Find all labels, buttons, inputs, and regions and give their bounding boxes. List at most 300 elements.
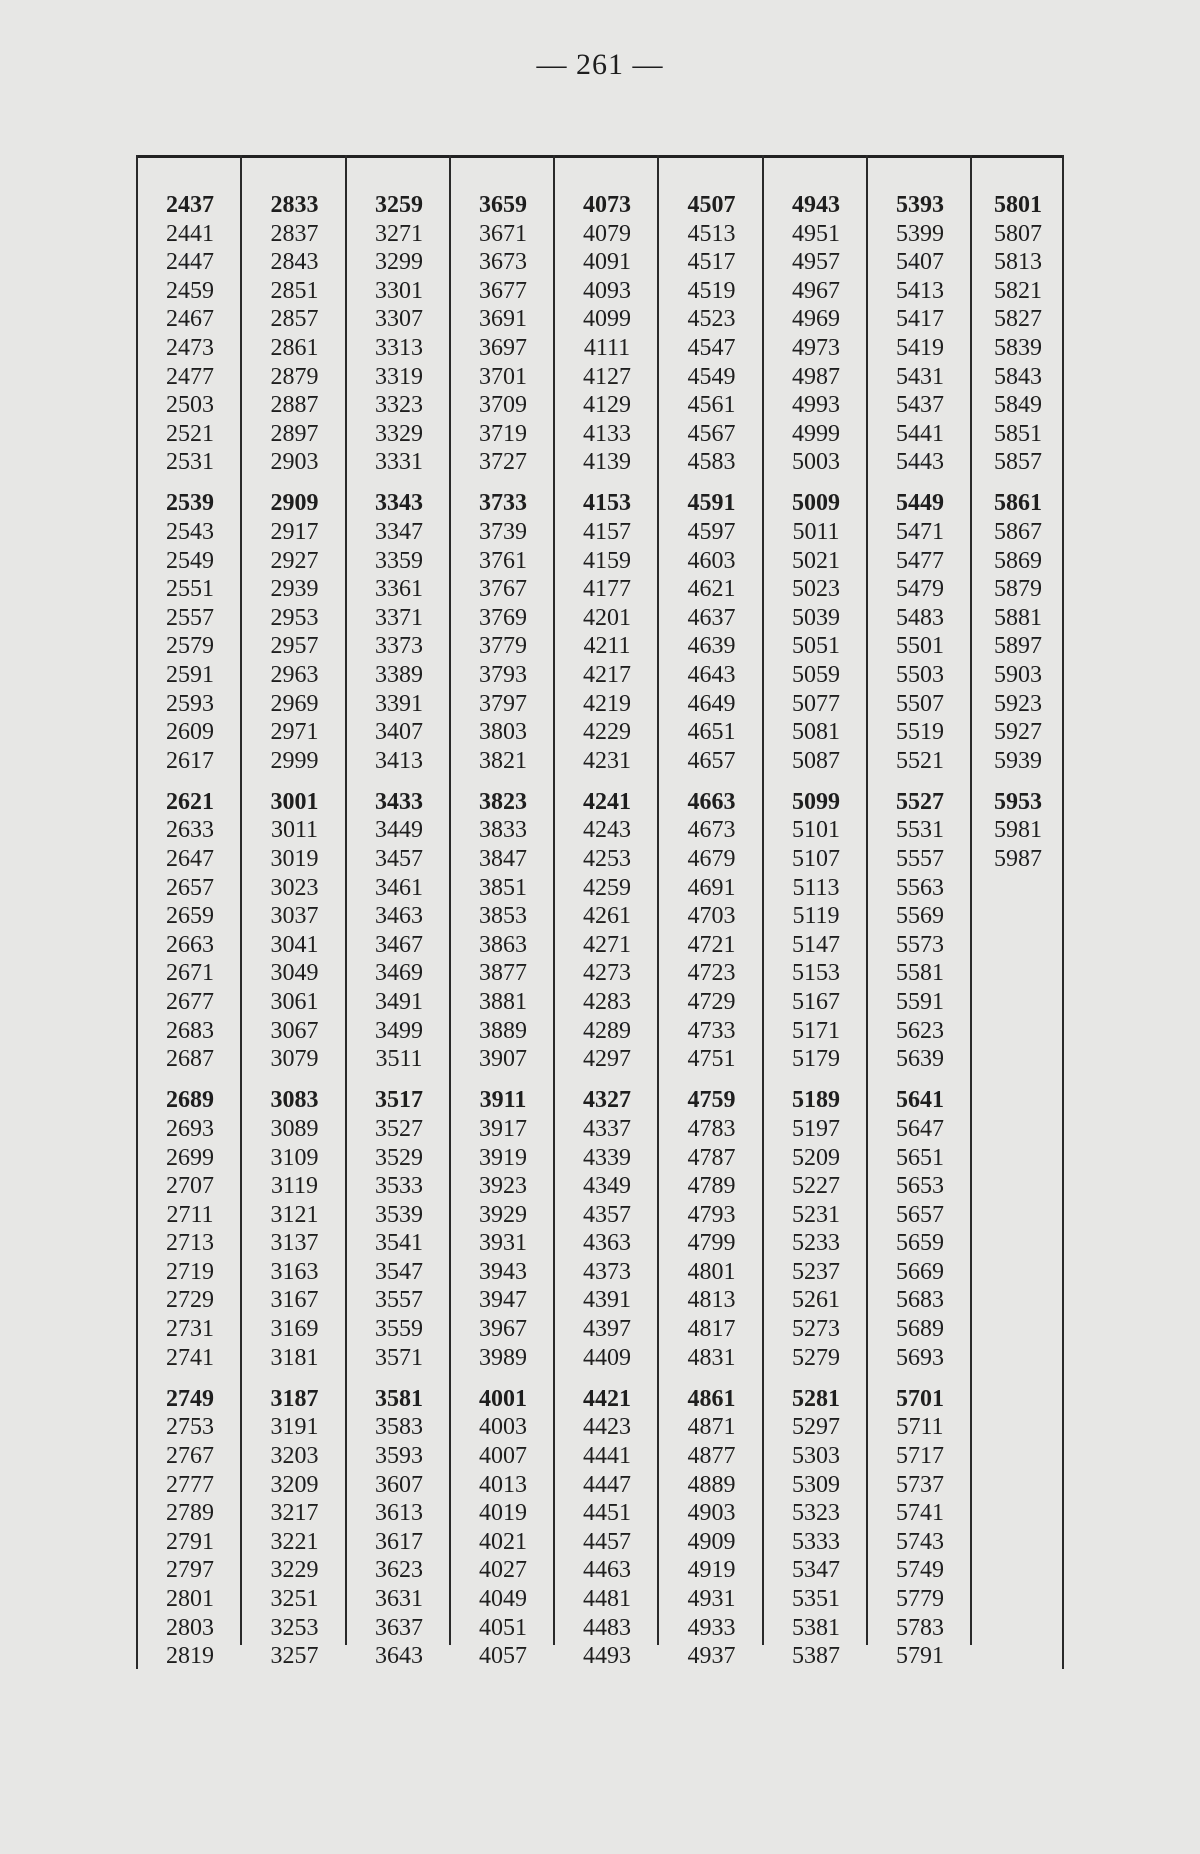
number-group: [347, 1385, 451, 1671]
group-lead-number: 5009: [792, 490, 840, 517]
table-cell: 4273: [583, 960, 631, 987]
table-cell: 4463: [583, 1557, 631, 1584]
group-lead-number: 2749: [166, 1385, 214, 1412]
table-cell: 3889: [479, 1017, 527, 1044]
table-cell: 3671: [479, 220, 527, 247]
table-cell: 5827: [994, 306, 1042, 333]
number-group: [659, 191, 764, 477]
table-cell: 4397: [583, 1316, 631, 1343]
table-cell: 4789: [687, 1173, 736, 1200]
table-cell: 2953: [270, 604, 319, 631]
table-cell: 5003: [792, 449, 840, 476]
table-cell: 3557: [375, 1287, 423, 1314]
table-cell: 2731: [166, 1316, 214, 1343]
table-cell: 5791: [896, 1643, 944, 1670]
table-cell: 4783: [687, 1115, 736, 1142]
table-cell: 2521: [166, 420, 214, 447]
table-cell: 4549: [687, 363, 736, 390]
table-cell: 3847: [479, 846, 527, 873]
table-cell: 3691: [479, 306, 527, 333]
group-lead-number: 4591: [687, 490, 736, 517]
table-cell: 5741: [896, 1500, 944, 1527]
table-cell: 2887: [270, 392, 319, 419]
table-cell: 4283: [583, 989, 631, 1016]
table-cell: 3797: [479, 690, 527, 717]
group-lead-number: 3581: [375, 1385, 423, 1412]
table-cell: 2579: [166, 633, 214, 660]
number-group: [972, 489, 1064, 775]
number-group: [347, 489, 451, 775]
table-cell: 2789: [166, 1500, 214, 1527]
table-cell: 2857: [270, 306, 319, 333]
table-cell: 3947: [479, 1287, 527, 1314]
table-cell: 5903: [994, 662, 1042, 688]
table-cell: 4157: [583, 519, 631, 546]
table-cell: 4099: [583, 306, 631, 333]
table-cell: 2879: [270, 363, 319, 390]
group-lead-number: 5641: [896, 1087, 944, 1114]
table-cell: 3607: [375, 1471, 423, 1498]
table-cell: 5521: [896, 747, 944, 774]
table-cell: 5659: [896, 1230, 944, 1257]
table-cell: 4937: [687, 1643, 736, 1670]
table-cell: 3469: [375, 960, 423, 987]
group-lead-number: 4327: [583, 1087, 631, 1114]
table-cell: 3079: [270, 1046, 319, 1073]
table-cell: 3061: [270, 989, 319, 1016]
table-cell: 4637: [687, 604, 736, 631]
number-group: [764, 788, 868, 1074]
table-cell: 5639: [896, 1046, 944, 1073]
table-cell: 2617: [166, 747, 214, 774]
table-cell: 5623: [896, 1017, 944, 1044]
table-cell: 5813: [994, 249, 1042, 276]
group-lead-number: 3659: [479, 192, 527, 218]
table-cell: 2467: [166, 306, 214, 333]
group-lead-number: 5801: [994, 192, 1042, 218]
table-cell: 3769: [479, 604, 527, 631]
table-cell: 4079: [583, 220, 631, 247]
number-group: [451, 1385, 555, 1671]
table-cell: 3863: [479, 931, 527, 958]
table-cell: 4519: [687, 277, 736, 304]
number-group: [764, 191, 868, 477]
table-cell: 5881: [994, 604, 1042, 631]
number-group: [451, 489, 555, 775]
table-cell: 4799: [687, 1230, 736, 1257]
table-cell: 2503: [166, 392, 214, 419]
table-cell: 5227: [792, 1173, 840, 1200]
table-cell: 3307: [375, 306, 423, 333]
table-cell: 3511: [375, 1046, 423, 1073]
table-cell: 5113: [792, 874, 840, 901]
table-cell: 5441: [896, 420, 944, 447]
table-cell: 3929: [479, 1201, 527, 1228]
group-lead-number: 4943: [792, 192, 840, 218]
table-column: [138, 191, 242, 1683]
table-cell: 4813: [687, 1287, 736, 1314]
table-cell: 2963: [270, 662, 319, 688]
table-cell: 2687: [166, 1046, 214, 1073]
table-cell: 5381: [792, 1614, 840, 1641]
table-cell: 5431: [896, 363, 944, 390]
number-group: [451, 788, 555, 1074]
table-cell: 3209: [270, 1471, 319, 1498]
number-group: [868, 1086, 972, 1372]
group-lead-number: 5099: [792, 788, 840, 815]
table-cell: 4127: [583, 363, 631, 390]
table-cell: 4621: [687, 576, 736, 603]
table-cell: 4339: [583, 1144, 631, 1171]
table-cell: 3467: [375, 931, 423, 958]
table-cell: 3779: [479, 633, 527, 660]
table-cell: 4373: [583, 1258, 631, 1285]
table-cell: 3637: [375, 1614, 423, 1641]
table-cell: 5233: [792, 1230, 840, 1257]
table-cell: 2917: [270, 519, 319, 546]
table-cell: 3109: [270, 1144, 319, 1171]
table-cell: 4027: [479, 1557, 527, 1584]
group-lead-number: 2437: [166, 192, 214, 218]
table-cell: 4561: [687, 392, 736, 419]
table-cell: 4133: [583, 420, 631, 447]
table-cell: 2477: [166, 363, 214, 390]
group-lead-number: 5449: [896, 490, 944, 517]
table-cell: 3347: [375, 519, 423, 546]
group-lead-number: 2689: [166, 1087, 214, 1114]
table-cell: 5077: [792, 690, 840, 717]
table-cell: 5783: [896, 1614, 944, 1641]
table-column: [347, 191, 451, 1683]
number-group: [868, 788, 972, 1074]
table-cell: 4271: [583, 931, 631, 958]
table-cell: 5879: [994, 576, 1042, 603]
table-cell: 5923: [994, 690, 1042, 717]
number-group: [555, 489, 659, 775]
table-cell: 4987: [792, 363, 840, 390]
table-cell: 4057: [479, 1643, 527, 1670]
table-cell: 2447: [166, 249, 214, 276]
table-cell: 5231: [792, 1201, 840, 1228]
table-cell: 3617: [375, 1528, 423, 1555]
table-cell: 3821: [479, 747, 527, 774]
table-cell: 5839: [994, 334, 1042, 361]
table-cell: 5261: [792, 1287, 840, 1314]
table-cell: 4733: [687, 1017, 736, 1044]
table-cell: 5711: [896, 1414, 944, 1441]
table-cell: 3373: [375, 633, 423, 660]
table-cell: 3631: [375, 1585, 423, 1612]
table-cell: 3527: [375, 1115, 423, 1142]
table-cell: 2473: [166, 334, 214, 361]
table-cell: 3329: [375, 420, 423, 447]
table-cell: 2729: [166, 1287, 214, 1314]
table-cell: 3463: [375, 903, 423, 930]
table-cell: 4787: [687, 1144, 736, 1171]
table-cell: 2663: [166, 931, 214, 958]
table-cell: 3391: [375, 690, 423, 717]
table-cell: 4583: [687, 449, 736, 476]
table-cell: 2659: [166, 903, 214, 930]
table-cell: 3533: [375, 1173, 423, 1200]
table-cell: 5507: [896, 690, 944, 717]
table-cell: 4259: [583, 874, 631, 901]
table-cell: 4517: [687, 249, 736, 276]
number-group: [451, 1086, 555, 1372]
table-cell: 4793: [687, 1201, 736, 1228]
page-number: — 261 —: [536, 48, 664, 81]
table-cell: 3547: [375, 1258, 423, 1285]
table-cell: 3593: [375, 1442, 423, 1469]
table-cell: 2543: [166, 519, 214, 546]
group-lead-number: 3733: [479, 490, 527, 517]
table-cell: 4261: [583, 903, 631, 930]
table-cell: 4229: [583, 719, 631, 746]
table-cell: 2837: [270, 220, 319, 247]
table-cell: 3833: [479, 817, 527, 844]
table-cell: 4903: [687, 1500, 736, 1527]
table-cell: 4643: [687, 662, 736, 688]
table-cell: 4721: [687, 931, 736, 958]
table-cell: 5503: [896, 662, 944, 688]
table-cell: 5821: [994, 277, 1042, 304]
group-lead-number: 3259: [375, 192, 423, 218]
group-lead-number: 5393: [896, 192, 944, 218]
table-cell: 3917: [479, 1115, 527, 1142]
table-cell: 5081: [792, 719, 840, 746]
table-cell: 4243: [583, 817, 631, 844]
table-column: [242, 191, 347, 1683]
table-cell: 4877: [687, 1442, 736, 1469]
table-cell: 2957: [270, 633, 319, 660]
table-cell: 5569: [896, 903, 944, 930]
table-cell: 5279: [792, 1344, 840, 1371]
table-cell: 4603: [687, 547, 736, 574]
table-cell: 5981: [994, 817, 1042, 844]
table-cell: 4931: [687, 1585, 736, 1612]
table-cell: 2707: [166, 1173, 214, 1200]
table-cell: 3967: [479, 1316, 527, 1343]
table-cell: 4013: [479, 1471, 527, 1498]
table-cell: 2549: [166, 547, 214, 574]
table-cell: 4973: [792, 334, 840, 361]
table-cell: 3623: [375, 1557, 423, 1584]
prime-table: [138, 155, 1066, 1669]
table-cell: 5171: [792, 1017, 840, 1044]
table-cell: 2591: [166, 662, 214, 688]
table-cell: 3023: [270, 874, 319, 901]
table-cell: 4523: [687, 306, 736, 333]
table-cell: 5897: [994, 633, 1042, 660]
number-group: [138, 1086, 242, 1372]
group-lead-number: 2909: [270, 490, 319, 517]
table-cell: 2551: [166, 576, 214, 603]
table-cell: 5479: [896, 576, 944, 603]
table-cell: 4547: [687, 334, 736, 361]
group-lead-number: 3343: [375, 490, 423, 517]
group-lead-number: 5281: [792, 1385, 840, 1412]
table-cell: 4831: [687, 1344, 736, 1371]
table-cell: 5683: [896, 1287, 944, 1314]
table-cell: 4909: [687, 1528, 736, 1555]
table-cell: 4003: [479, 1414, 527, 1441]
table-cell: 5021: [792, 547, 840, 574]
table-column: [868, 191, 972, 1683]
group-lead-number: 3517: [375, 1087, 423, 1114]
table-cell: 3907: [479, 1046, 527, 1073]
group-lead-number: 3433: [375, 788, 423, 815]
table-cell: 3919: [479, 1144, 527, 1171]
number-group: [555, 1385, 659, 1671]
table-cell: 3793: [479, 662, 527, 688]
table-cell: 4993: [792, 392, 840, 419]
number-group: [242, 1086, 347, 1372]
table-cell: 4231: [583, 747, 631, 774]
number-group: [659, 788, 764, 1074]
table-cell: 4673: [687, 817, 736, 844]
number-group: [138, 788, 242, 1074]
number-group: [347, 191, 451, 477]
table-cell: 4211: [583, 633, 631, 660]
table-cell: 5591: [896, 989, 944, 1016]
table-cell: 3257: [270, 1643, 319, 1670]
table-cell: 5927: [994, 719, 1042, 746]
table-cell: 5333: [792, 1528, 840, 1555]
table-cell: 3677: [479, 277, 527, 304]
table-cell: 4409: [583, 1344, 631, 1371]
table-cell: 4091: [583, 249, 631, 276]
table-cell: 2927: [270, 547, 319, 574]
table-cell: 5651: [896, 1144, 944, 1171]
table-cell: 2657: [166, 874, 214, 901]
number-group: [138, 191, 242, 477]
table-cell: 3019: [270, 846, 319, 873]
table-cell: 4051: [479, 1614, 527, 1641]
table-cell: 5563: [896, 874, 944, 901]
table-cell: 3301: [375, 277, 423, 304]
table-cell: 2741: [166, 1344, 214, 1371]
table-cell: 2683: [166, 1017, 214, 1044]
table-cell: 3229: [270, 1557, 319, 1584]
table-cell: 2791: [166, 1528, 214, 1555]
table-cell: 4289: [583, 1017, 631, 1044]
table-cell: 5843: [994, 363, 1042, 390]
table-cell: 4441: [583, 1442, 631, 1469]
table-cell: 3583: [375, 1414, 423, 1441]
table-cell: 3761: [479, 547, 527, 574]
group-lead-number: 4507: [687, 192, 736, 218]
table-cell: 5153: [792, 960, 840, 987]
table-cell: 3701: [479, 363, 527, 390]
table-cell: 2803: [166, 1614, 214, 1641]
number-group: [242, 1385, 347, 1671]
table-cell: 3389: [375, 662, 423, 688]
table-cell: 4493: [583, 1643, 631, 1670]
table-cell: 2711: [166, 1201, 214, 1228]
table-cell: 4177: [583, 576, 631, 603]
table-cell: 4481: [583, 1585, 631, 1612]
number-group: [451, 191, 555, 477]
table-cell: 2719: [166, 1258, 214, 1285]
table-cell: 3673: [479, 249, 527, 276]
table-cell: 4651: [687, 719, 736, 746]
table-cell: 2593: [166, 690, 214, 717]
table-cell: 4751: [687, 1046, 736, 1073]
table-cell: 3299: [375, 249, 423, 276]
table-cell: 4111: [583, 334, 631, 361]
table-cell: 5657: [896, 1201, 944, 1228]
table-cell: 2797: [166, 1557, 214, 1584]
table-cell: 5443: [896, 449, 944, 476]
table-cell: 5273: [792, 1316, 840, 1343]
table-cell: 4217: [583, 662, 631, 688]
table-cell: 5087: [792, 747, 840, 774]
table-cell: 4297: [583, 1046, 631, 1073]
table-cell: 3923: [479, 1173, 527, 1200]
table-cell: 5581: [896, 960, 944, 987]
number-group: [764, 1385, 868, 1671]
table-column: [972, 191, 1064, 886]
table-cell: 4349: [583, 1173, 631, 1200]
table-cell: 4159: [583, 547, 631, 574]
number-group: [555, 788, 659, 1074]
table-cell: 4391: [583, 1287, 631, 1314]
table-cell: 5531: [896, 817, 944, 844]
group-lead-number: 4861: [687, 1385, 736, 1412]
table-column: [764, 191, 868, 1683]
group-lead-number: 5861: [994, 490, 1042, 517]
table-cell: 3709: [479, 392, 527, 419]
group-lead-number: 3083: [270, 1087, 319, 1114]
table-column: [451, 191, 555, 1683]
table-cell: 5023: [792, 576, 840, 603]
group-lead-number: 4001: [479, 1385, 527, 1412]
table-cell: 3049: [270, 960, 319, 987]
table-cell: 5101: [792, 817, 840, 844]
table-cell: 2861: [270, 334, 319, 361]
table-cell: 4801: [687, 1258, 736, 1285]
table-cell: 5297: [792, 1414, 840, 1441]
group-lead-number: 5527: [896, 788, 944, 815]
table-cell: 4363: [583, 1230, 631, 1257]
table-cell: 5857: [994, 449, 1042, 476]
table-cell: 3203: [270, 1442, 319, 1469]
table-cell: 4639: [687, 633, 736, 660]
table-cell: 3539: [375, 1201, 423, 1228]
table-cell: 5323: [792, 1500, 840, 1527]
table-cell: 3323: [375, 392, 423, 419]
table-cell: 2647: [166, 846, 214, 873]
table-cell: 3491: [375, 989, 423, 1016]
table-cell: 5407: [896, 249, 944, 276]
table-cell: 5669: [896, 1258, 944, 1285]
table-cell: 3571: [375, 1344, 423, 1371]
table-cell: 5147: [792, 931, 840, 958]
table-cell: 3559: [375, 1316, 423, 1343]
table-cell: 3313: [375, 334, 423, 361]
table-cell: 5779: [896, 1585, 944, 1612]
table-cell: 2557: [166, 604, 214, 631]
table-cell: 5399: [896, 220, 944, 247]
group-lead-number: 4759: [687, 1087, 736, 1114]
table-cell: 3217: [270, 1500, 319, 1527]
table-cell: 4703: [687, 903, 736, 930]
table-cell: 2801: [166, 1585, 214, 1612]
number-group: [138, 489, 242, 775]
group-lead-number: 5953: [994, 788, 1042, 815]
table-cell: 5849: [994, 392, 1042, 419]
number-group: [868, 191, 972, 477]
